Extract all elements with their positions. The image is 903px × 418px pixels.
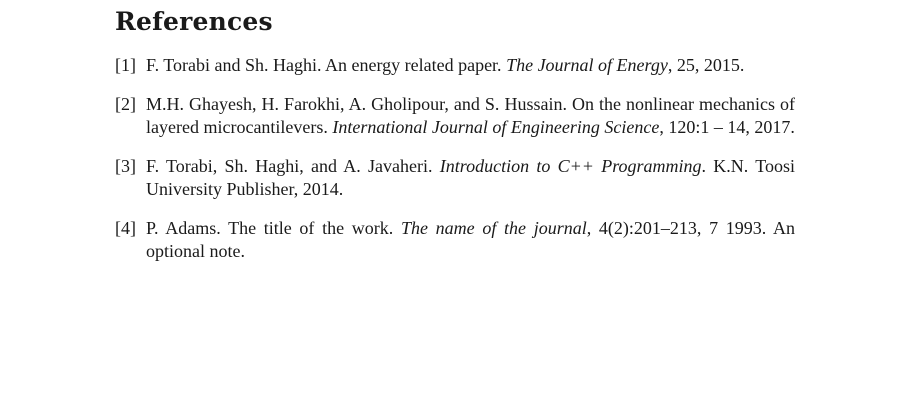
reference-authors-title: P. Adams. The title of the work.	[146, 217, 401, 238]
reference-venue: The name of the journal	[400, 217, 587, 238]
reference-item	[115, 217, 795, 264]
reference-venue: The Journal of Energy	[506, 55, 668, 75]
references-heading: References	[115, 7, 273, 36]
reference-details: , 4(2):201–213, 7 1993. An optional note.	[146, 217, 795, 261]
reference-authors-title: F. Torabi, Sh. Haghi, and A. Javaheri.	[146, 155, 440, 176]
reference-list	[115, 54, 795, 264]
document-page	[115, 6, 795, 279]
reference-item	[115, 93, 795, 140]
reference-authors-title: M.H. Ghayesh, H. Farokhi, A. Gholipour, and S. Hussain. On the nonlinear mechanics of layered microcantilevers.	[146, 93, 795, 137]
reference-text	[146, 218, 795, 262]
reference-details: . K.N. Toosi University Publisher, 2014.	[146, 155, 795, 199]
reference-label: [1]	[115, 55, 136, 75]
reference-item	[115, 155, 795, 202]
reference-authors-title: F. Torabi and Sh. Haghi. An energy related paper.	[146, 55, 507, 75]
reference-text	[146, 156, 795, 200]
reference-label: [3]	[115, 155, 136, 176]
reference-item	[115, 54, 795, 78]
reference-label: [4]	[115, 217, 136, 238]
reference-label: [2]	[115, 93, 136, 114]
reference-text	[146, 94, 795, 138]
reference-venue: International Journal of Engineering Science	[332, 117, 660, 137]
reference-details: , 120:1 – 14, 2017.	[659, 117, 795, 137]
reference-venue: Introduction to C++ Programming	[439, 155, 702, 176]
reference-details: , 25, 2015.	[667, 55, 745, 75]
reference-text	[146, 55, 744, 75]
